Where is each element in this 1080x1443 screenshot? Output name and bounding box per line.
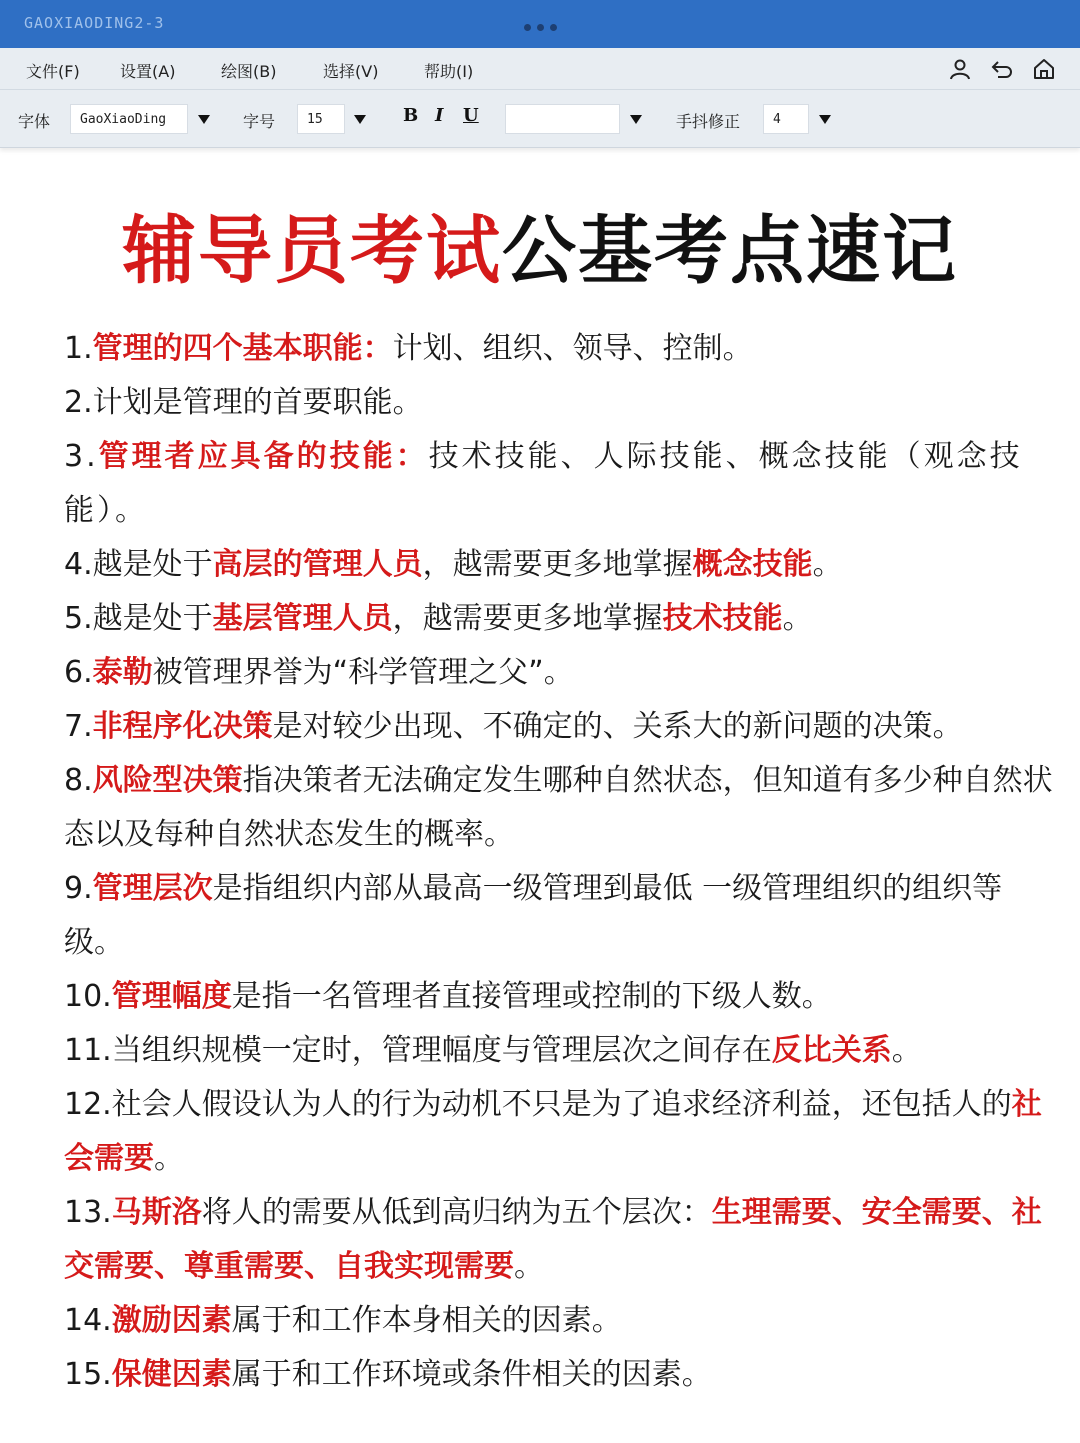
menu-select[interactable]: 选择(V)	[323, 62, 379, 81]
shake-correction-select[interactable]: 4	[763, 104, 809, 134]
shake-correction-label: 手抖修正	[676, 112, 741, 131]
color-select[interactable]	[505, 104, 620, 134]
notes-list	[64, 322, 1054, 1402]
italic-button[interactable]: I	[435, 105, 444, 126]
size-label: 字号	[243, 112, 276, 131]
home-icon[interactable]	[1032, 58, 1056, 80]
font-label: 字体	[18, 112, 51, 131]
list-item: 10.管理幅度是指一名管理者直接管理或控制的下级人数。	[64, 979, 832, 1014]
title-red: 辅导员考试	[122, 208, 502, 294]
list-item: 1.管理的四个基本职能：计划、组织、领导、控制。	[64, 331, 753, 366]
user-icon[interactable]	[948, 58, 972, 80]
list-item: 7.非程序化决策是对较少出现、不确定的、关系大的新问题的决策。	[64, 709, 963, 744]
list-item: 4.越是处于高层的管理人员，越需要更多地掌握概念技能。	[64, 547, 843, 582]
format-toolbar	[0, 90, 1080, 148]
undo-icon[interactable]	[990, 58, 1014, 80]
shake-dropdown-icon[interactable]	[811, 104, 839, 134]
size-dropdown-icon[interactable]	[346, 104, 374, 134]
menu-help[interactable]: 帮助(I)	[424, 62, 474, 81]
title-bar	[0, 0, 1080, 48]
list-item: 3.管理者应具备的技能：技术技能、人际技能、概念技能（观念技能）。	[64, 439, 1023, 528]
page-title	[0, 192, 1080, 298]
underline-button[interactable]: U	[463, 105, 479, 126]
menu-draw[interactable]: 绘图(B)	[221, 62, 277, 81]
list-item: 14.激励因素属于和工作本身相关的因素。	[64, 1303, 622, 1338]
list-item: 8.风险型决策指决策者无法确定发生哪种自然状态，但知道有多少种自然状态以及每种自然状态发生的概率。	[64, 763, 1053, 852]
menu-settings[interactable]: 设置(A)	[120, 62, 176, 81]
list-item: 11.当组织规模一定时，管理幅度与管理层次之间存在反比关系。	[64, 1033, 922, 1068]
menu-file[interactable]: 文件(F)	[26, 62, 80, 81]
bold-button[interactable]: B	[403, 105, 419, 126]
color-dropdown-icon[interactable]	[622, 104, 650, 134]
list-item: 5.越是处于基层管理人员，越需要更多地掌握技术技能。	[64, 601, 813, 636]
menu-bar	[0, 48, 1080, 90]
title-black: 公基考点速记	[502, 208, 958, 294]
font-select[interactable]: GaoXiaoDing	[70, 104, 188, 134]
list-item: 12.社会人假设认为人的行为动机不只是为了追求经济利益，还包括人的社会需要。	[64, 1087, 1042, 1176]
list-item: 13.马斯洛将人的需要从低到高归纳为五个层次：生理需要、安全需要、社交需要、尊重需要、自我实现需要。	[64, 1195, 1042, 1284]
font-dropdown-icon[interactable]	[190, 104, 218, 134]
window-title: GAOXIAODING2-3	[24, 14, 165, 32]
list-item: 2.计划是管理的首要职能。	[64, 385, 423, 420]
list-item: 9.管理层次是指组织内部从最高一级管理到最低 一级管理组织的组织等级。	[64, 871, 1003, 960]
size-select[interactable]: 15	[297, 104, 345, 134]
list-item: 15.保健因素属于和工作环境或条件相关的因素。	[64, 1357, 712, 1392]
more-options-icon[interactable]	[524, 24, 557, 31]
list-item: 6.泰勒被管理界誉为“科学管理之父”。	[64, 655, 574, 690]
